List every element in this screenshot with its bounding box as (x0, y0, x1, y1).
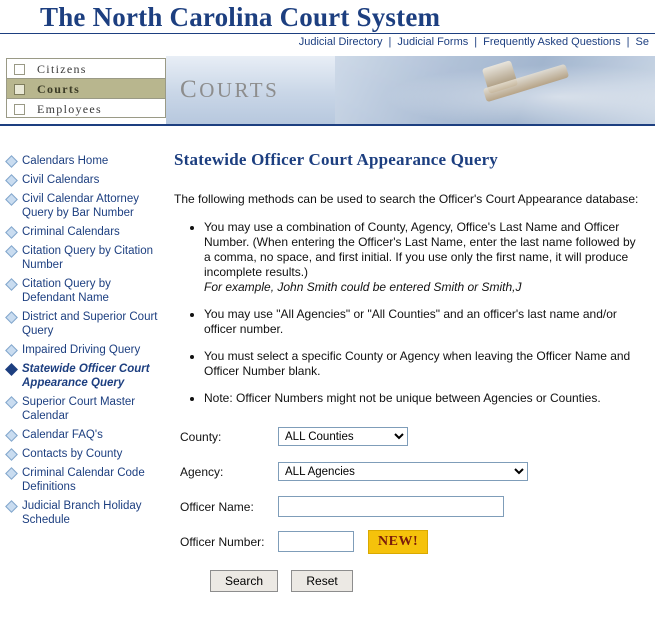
list-item (204, 307, 645, 337)
agency-row (174, 461, 645, 482)
tab-employees[interactable] (6, 98, 166, 118)
diamond-bullet-icon (5, 429, 18, 442)
sidebar-item-citation-query-by-defendant-name[interactable] (0, 277, 166, 305)
diamond-bullet-icon (5, 174, 18, 187)
instruction-text: You may use "All Agencies" or "All Counties" and an officer's last name and/or officer number. (204, 307, 617, 336)
diamond-bullet-icon (5, 245, 18, 258)
top-nav-judicial-forms[interactable]: Judicial Forms (397, 36, 469, 48)
officer-name-row (174, 496, 645, 517)
list-item (204, 391, 645, 406)
instruction-text: You must select a specific County or Agency when leaving the Officer Name and Officer Number blank. (204, 349, 631, 378)
instruction-example: For example, John Smith could be entered Smith or Smith,J (204, 280, 522, 294)
form-buttons (174, 570, 645, 592)
diamond-bullet-icon (5, 448, 18, 461)
sidebar-item-calendars-home[interactable] (0, 154, 166, 168)
site-title-rest: North Carolina Court System (92, 2, 441, 32)
sidebar-item-label: Civil Calendar Attorney Query by Bar Number (22, 193, 139, 219)
intro-text: The following methods can be used to search the Officer's Court Appearance database: (174, 192, 639, 206)
section-heading-rest: OURTS (199, 78, 280, 102)
site-header (0, 0, 655, 46)
header-divider (0, 33, 655, 34)
sidebar-item-district-and-superior-court-query[interactable] (0, 310, 166, 338)
sidebar-item-criminal-calendar-code-definitions[interactable] (0, 466, 166, 494)
instructions-list (174, 220, 645, 406)
tab-employees-label: Employees (37, 102, 103, 116)
agency-label: Agency: (180, 464, 224, 479)
tab-citizens[interactable] (6, 58, 166, 78)
main-panel (166, 126, 655, 592)
top-nav-judicial-directory[interactable]: Judicial Directory (298, 36, 383, 48)
tab-citizens-label: Citizens (37, 62, 87, 76)
diamond-bullet-icon (5, 226, 18, 239)
section-heading (180, 76, 279, 104)
county-select[interactable] (278, 427, 408, 446)
sidebar-item-statewide-officer-court-appearance-query[interactable] (0, 362, 166, 390)
sidebar-item-label: Calendar FAQ's (22, 429, 103, 441)
sidebar-item-civil-calendars[interactable] (0, 173, 166, 187)
top-nav (293, 36, 655, 48)
instruction-text: You may use a combination of County, Agency, Office's Last Name and Officer Number. (When entering the Officer's Last Name, enter the last name followed by a comma, no space, and first initial. If you use only the first name, it will produce incomplete results.) (204, 220, 636, 279)
sidebar-item-label: Statewide Officer Court Appearance Query (22, 363, 150, 389)
search-button[interactable]: Search (210, 570, 278, 592)
sidebar-item-label: Impaired Driving Query (22, 344, 141, 356)
top-nav-faq[interactable]: Frequently Asked Questions (483, 36, 621, 48)
diamond-bullet-icon (5, 363, 18, 376)
header-left-spacer (0, 0, 18, 46)
sidebar-item-superior-court-master-calendar[interactable] (0, 395, 166, 423)
tab-courts-label: Courts (37, 82, 81, 96)
banner-image (166, 56, 655, 124)
site-title-the: The (40, 2, 86, 32)
new-badge: NEW! (368, 530, 428, 554)
list-item (204, 220, 645, 295)
sidebar-item-label: Calendars Home (22, 155, 109, 167)
top-nav-separator-1: | (388, 36, 392, 48)
top-nav-search[interactable]: Se (635, 36, 649, 48)
instruction-text: Note: Officer Numbers might not be unique between Agencies or Counties. (204, 391, 601, 405)
top-nav-separator-2: | (474, 36, 478, 48)
officer-number-row (174, 531, 645, 552)
county-label: County: (180, 429, 222, 444)
diamond-bullet-icon (5, 311, 18, 324)
list-item (204, 349, 645, 379)
sidebar-item-criminal-calendars[interactable] (0, 225, 166, 239)
sidebar-item-calendar-faqs[interactable] (0, 428, 166, 442)
sidebar-item-label: Judicial Branch Holiday Schedule (22, 500, 142, 526)
sidebar-item-contacts-by-county[interactable] (0, 447, 166, 461)
sidebar-item-impaired-driving-query[interactable] (0, 343, 166, 357)
sidebar-item-label: Superior Court Master Calendar (22, 396, 136, 422)
tab-square-icon (14, 84, 25, 95)
diamond-bullet-icon (5, 396, 18, 409)
sidebar-item-judicial-branch-holiday-schedule[interactable] (0, 499, 166, 527)
sidebar-item-label: Contacts by County (22, 448, 123, 460)
sidebar-item-label: Criminal Calendar Code Definitions (22, 467, 145, 493)
diamond-bullet-icon (5, 467, 18, 480)
agency-select[interactable] (278, 462, 528, 481)
section-heading-cap: C (180, 76, 200, 103)
top-nav-separator-3: | (626, 36, 630, 48)
reset-button[interactable]: Reset (291, 570, 352, 592)
tab-square-icon (14, 64, 25, 75)
page-title: Statewide Officer Court Appearance Query (174, 150, 499, 169)
tab-strip (0, 56, 166, 124)
diamond-bullet-icon (5, 344, 18, 357)
diamond-bullet-icon (5, 155, 18, 168)
sidebar-item-citation-query-by-citation-number[interactable] (0, 244, 166, 272)
officer-number-label: Officer Number: (180, 534, 265, 549)
sidebar-item-label: Citation Query by Citation Number (22, 245, 154, 271)
officer-name-label: Officer Name: (180, 499, 254, 514)
county-row (174, 426, 645, 447)
diamond-bullet-icon (5, 278, 18, 291)
officer-number-input[interactable] (278, 531, 354, 552)
site-title (40, 2, 440, 33)
tab-courts[interactable] (6, 78, 166, 98)
content-area (0, 126, 655, 635)
sidebar-item-civil-calendar-attorney-query[interactable] (0, 192, 166, 220)
sidebar-nav (0, 126, 166, 532)
sidebar-item-label: District and Superior Court Query (22, 311, 158, 337)
sidebar-item-label: Civil Calendars (22, 174, 100, 186)
diamond-bullet-icon (5, 193, 18, 206)
tab-square-icon (14, 104, 25, 115)
officer-name-input[interactable] (278, 496, 504, 517)
diamond-bullet-icon (5, 500, 18, 513)
sidebar-item-label: Criminal Calendars (22, 226, 120, 238)
officer-search-form (174, 426, 645, 592)
section-banner (0, 56, 655, 124)
sidebar-item-label: Citation Query by Defendant Name (22, 278, 111, 304)
